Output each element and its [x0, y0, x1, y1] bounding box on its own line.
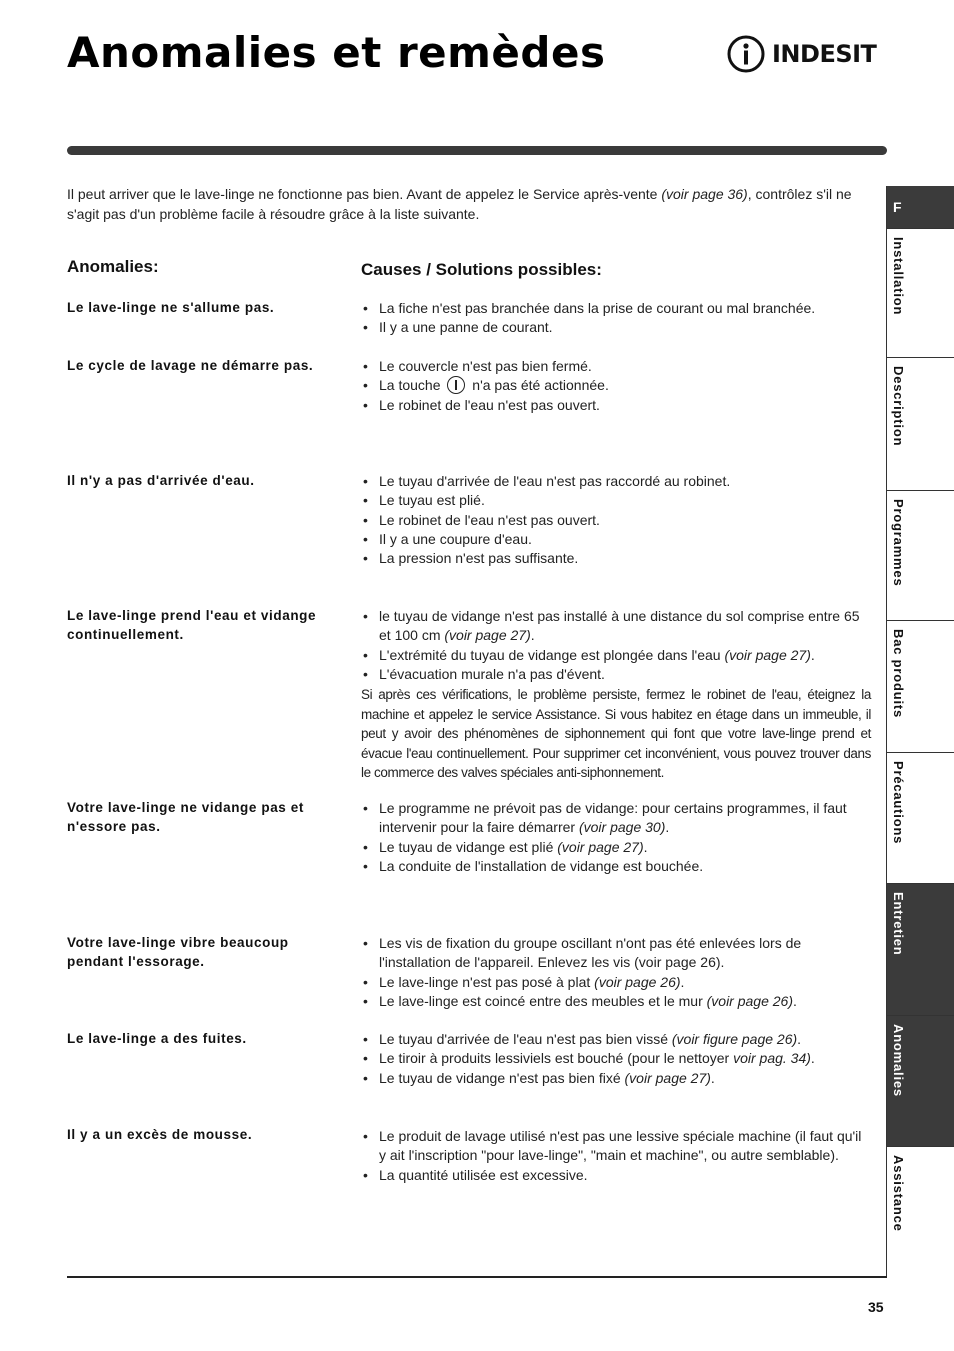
cause-item: • Le tuyau d'arrivée de l'eau n'est pas raccordé au robinet. [361, 472, 871, 491]
tab-precautions[interactable] [887, 752, 954, 883]
causes-block [361, 607, 871, 783]
cause-ref: (voir page 26) [594, 973, 681, 990]
causes-block [361, 1127, 871, 1185]
intro-text: Il peut arriver que le lave-linge ne fonctionne pas bien. Avant de appelez le Service après-vente [67, 186, 662, 202]
tab-label: Entretien [891, 892, 906, 956]
problem-title: Votre lave-linge vibre beaucoup pendant l'essorage. [67, 935, 289, 969]
cause-item [361, 799, 871, 838]
section-sidebar [886, 186, 954, 1278]
cause-text: . [665, 819, 670, 836]
page-title: Anomalies et remèdes [67, 28, 606, 77]
cause-text: Le lave-linge est coincé entre des meubles et le mur [379, 992, 707, 1009]
cause-item [361, 1069, 871, 1088]
cause-text: La touche [379, 377, 441, 394]
cause-text: . [680, 973, 685, 990]
problem-title: Le cycle de lavage ne démarre pas. [67, 358, 314, 373]
cause-item [361, 1049, 871, 1068]
tab-label: Installation [891, 237, 906, 316]
causes-block [361, 472, 871, 568]
cause-item: • Les vis de fixation du groupe oscillant n'ont pas été enlevées lors de l'installation de l'appareil. Enlevez les vis (voir page 26). [361, 934, 871, 973]
cause-item: • Le couvercle n'est pas bien fermé. [361, 357, 871, 376]
problem-title: Le lave-linge ne s'allume pas. [67, 300, 275, 315]
problem-title: Le lave-linge prend l'eau et vidange continuellement. [67, 608, 317, 642]
language-label: F [893, 199, 902, 215]
cause-item: • La fiche n'est pas branchée dans la prise de courant ou mal branchée. [361, 299, 871, 318]
cause-text: n'a pas été actionnée. [472, 377, 609, 394]
cause-ref: (voir page 27) [557, 838, 644, 855]
cause-text: . [810, 646, 815, 663]
cause-ref: (voir page 27) [724, 646, 811, 663]
tab-assistance[interactable] [887, 1146, 954, 1278]
cause-item [361, 1030, 871, 1049]
cause-ref: (voir page 26) [706, 992, 794, 1009]
intro-paragraph [67, 184, 867, 224]
cause-text: Le programme ne prévoit pas de vidange: pour certains programmes, il faut intervenir pour la faire démarrer [379, 800, 847, 836]
tab-label: Anomalies [891, 1024, 906, 1097]
causes-block [361, 299, 871, 338]
tab-label: Assistance [891, 1155, 906, 1232]
cause-text: Le tuyau de vidange est plié [379, 838, 558, 855]
tab-bac-produits[interactable] [887, 620, 954, 752]
tab-label: Programmes [891, 499, 906, 587]
cause-ref: (voir page 27) [624, 1069, 711, 1086]
cause-item [361, 992, 871, 1011]
cause-text: le tuyau de vidange n'est pas installé à une distance du sol comprise entre 65 et 100 cm [379, 608, 860, 644]
cause-item: • La pression n'est pas suffisante. [361, 549, 871, 568]
cause-item: • Il y a une coupure d'eau. [361, 530, 871, 549]
cause-text: Le tuyau de vidange n'est pas bien fixé [379, 1069, 625, 1086]
tab-description[interactable] [887, 357, 954, 490]
causes-heading: Causes / Solutions possibles: [361, 260, 602, 279]
tab-label: Précautions [891, 761, 906, 845]
page-number: 35 [868, 1299, 884, 1315]
top-divider [67, 146, 887, 155]
causes-block [361, 357, 871, 415]
cause-ref: (voir figure page 26) [671, 1031, 798, 1047]
cause-item: • L'évacuation murale n'a pas d'évent. [361, 665, 871, 684]
intro-text-end: , contrôlez s'il ne s'agit pas d'un problème facile à résoudre grâce à la liste suivante. [67, 186, 852, 222]
logo-text: INDESIT [772, 40, 877, 68]
cause-item: • Il y a une panne de courant. [361, 318, 871, 337]
tab-anomalies[interactable] [887, 1015, 954, 1146]
problem-title: Il n'y a pas d'arrivée d'eau. [67, 473, 255, 488]
tab-label: Description [891, 366, 906, 447]
cause-item: • La quantité utilisée est excessive. [361, 1166, 871, 1185]
cause-item [361, 646, 871, 665]
cause-item: • Le robinet de l'eau n'est pas ouvert. [361, 396, 871, 415]
causes-block [361, 799, 871, 876]
problem-title: Le lave-linge a des fuites. [67, 1031, 247, 1046]
cause-ref: (voir page 27) [444, 627, 531, 644]
power-button-icon [447, 376, 465, 394]
tab-installation[interactable] [887, 228, 954, 357]
cause-text: . [797, 1031, 802, 1047]
cause-item: • Le tuyau est plié. [361, 491, 871, 510]
cause-item [361, 607, 871, 646]
language-tab[interactable] [887, 186, 954, 228]
cause-ref: (voir page 30) [578, 819, 666, 836]
cause-text: Le lave-linge n'est pas posé à plat [379, 973, 595, 990]
cause-text: L'extrémité du tuyau de vidange est plongée dans l'eau [379, 646, 725, 663]
bottom-divider [67, 1276, 887, 1278]
cause-ref: voir pag. 34) [733, 1050, 811, 1067]
causes-block [361, 1030, 871, 1088]
tab-entretien[interactable] [887, 883, 954, 1015]
anomalies-heading: Anomalies: [67, 257, 159, 276]
indesit-logo-icon [726, 34, 766, 74]
cause-item: • La conduite de l'installation de vidange est bouchée. [361, 857, 871, 876]
causes-block [361, 934, 871, 1011]
problem-title: Il y a un excès de mousse. [67, 1127, 253, 1142]
cause-text: . [793, 992, 797, 1009]
cause-text: . [710, 1069, 715, 1086]
intro-ref: (voir page 36) [661, 186, 748, 202]
cause-item: • Le robinet de l'eau n'est pas ouvert. [361, 511, 871, 530]
problem-title: Votre lave-linge ne vidange pas et n'essore pas. [67, 800, 304, 834]
cause-item [361, 973, 871, 992]
indesit-logo [726, 34, 876, 74]
tab-label: Bac produits [891, 629, 906, 719]
cause-text: . [530, 627, 535, 644]
cause-text: . [643, 838, 648, 855]
cause-text: Le tiroir à produits lessiviels est bouché (pour le nettoyer [379, 1050, 734, 1067]
cause-text: . [810, 1050, 815, 1067]
cause-item [361, 376, 871, 395]
siphon-note: Si après ces vérifications, le problème persiste, fermez le robinet de l'eau, éteignez la machine et appelez le service Assistance. Si vous habitez en étage dans un immeuble, il peut y avoir des phénomènes de siphonnement qui font que votre lave-linge prend et évacue l'eau continuellement. Pour supprimer cet inconvénient, vous pouvez trouver dans le commerce des valves spéciales anti-siphonnement. [361, 687, 871, 781]
cause-item [361, 838, 871, 857]
cause-item: • Le produit de lavage utilisé n'est pas une lessive spéciale machine (il faut qu'il y ait l'inscription "pour lave-linge", "main et machine", ou autre semblable). [361, 1127, 871, 1166]
tab-programmes[interactable] [887, 490, 954, 620]
cause-text: Le tuyau d'arrivée de l'eau n'est pas bien vissé [379, 1031, 672, 1047]
